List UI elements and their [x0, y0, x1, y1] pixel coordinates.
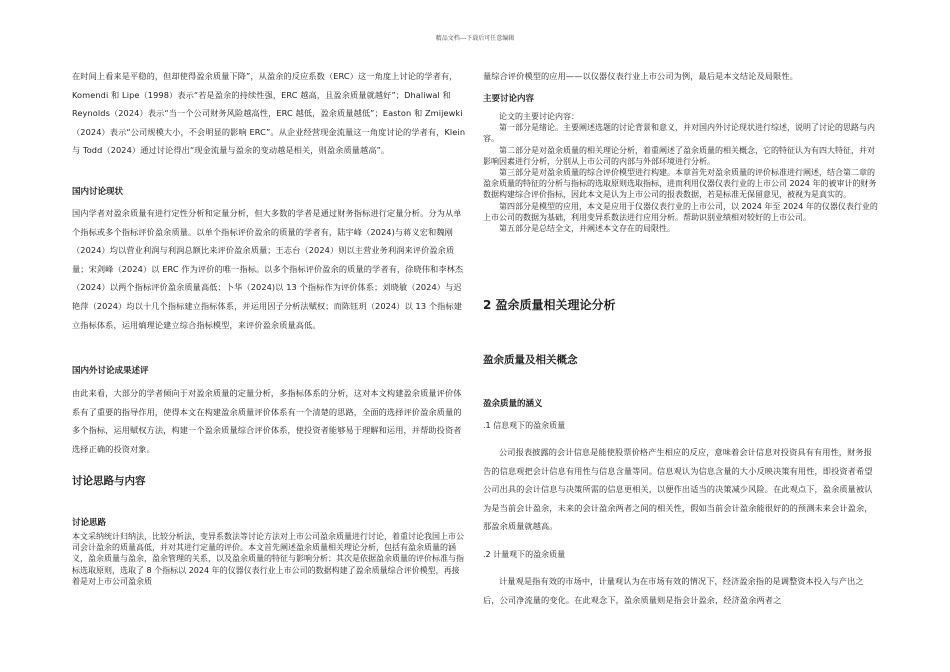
content-line: 第二部分是对盈余质量的相关理论分析，着重阐述了盈余质量的相关概念，它的特征认为有四大特征，并对影响因素进行分析，分别从上市公司的内部与外部环境进行分析。 — [483, 145, 875, 166]
continuation-paragraph: 量综合评价模型的应用——以仪器仪表行业上市公司为例，最后是本文结论及局限性。 — [483, 71, 798, 81]
heading-main-content: 主要讨论内容 — [483, 94, 535, 104]
heading-concepts: 盈余质量及相关概念 — [483, 354, 578, 366]
content-line: 第三部分是对盈余质量的综合评价模型进行构建。本章首先对盈余质量的评价标准进行阐述，结合第二章的盈余质量的特征的分析与指标的选取原则选取指标，进而利用仪器仪表行业的上市公司 2024 年的被审计的财务数据构建综合评价指标，因此本文是认为上市公司的报表数据，若是标准无保留意见，被视为是真实的。 — [483, 168, 877, 200]
left-column — [72, 67, 467, 160]
subheading-measure-view: .2 计量观下的盈余质量 — [483, 550, 566, 559]
heading-meaning: 盈余质量的涵义 — [483, 399, 543, 409]
subheading-info-view: .1 信息观下的盈余质量 — [483, 421, 566, 430]
heading-ideas: 讨论思路 — [72, 518, 107, 528]
content-line: 第四部分是模型的应用，本文是应用于仪器仪表行业的上市公司，以 2024 年至 2024 年的仪器仪表行业的上市公司的数据为基础，利用变异系数法进行应用分析。帮助识别业绩相对较好的上市公司。 — [483, 201, 878, 222]
heading-domestic: 国内讨论现状 — [72, 187, 124, 197]
content-line: 论文的主要讨论内容： — [499, 112, 579, 121]
heading-ideas-content: 讨论思路与内容 — [72, 475, 146, 487]
heading-review: 国内外讨论成果述评 — [72, 366, 149, 376]
info-view-paragraph: 公司报表披露的会计信息是能使股票价格产生相应的反应，意味着会计信息对投资具有有用性，财务报告的信息观把会计信息有用性与信息含量等同。信息观认为信息含量的大小反映决策有用性，即投资者希望公司出具的会计信息与决策所需的信息更相关，以便作出适当的决策减少风险。在此观点下，盈余质量被认为是当前会计盈余，未来的会计盈余两者之间的相关性，假如当前会计盈余能很好的的预测未来会计盈余，那盈余质量就越高。 — [483, 447, 873, 532]
intro-paragraph: 在时间上看来是平稳的，但却使得盈余质量下降”，从盈余的反应系数（ERC）这一角度上讨论的学者有，Komendi 和 Lipe（1998）表示“若是盈余的持续性强，ERC 越高，且盈余质量就越好”；Dhaliwal 和 Reynolds（2024）表示“当一个公司财务风险越高性，ERC 越低，盈余质量越低”；Easton 和 Zmijewki（2024）表示“公司规模大小，不会明显的影响 ERC”。从企业经营现金流量这一角度讨论的学者有，Klein 与 Todd（2024）通过讨论得出“现金流量与盈余的变动越是相关，则盈余质量越高”。 — [72, 71, 466, 156]
heading-chapter-2: 2 盈余质量相关理论分析 — [483, 298, 616, 312]
domestic-paragraph: 国内学者对盈余质量有进行定性分析和定量分析，但大多数的学者是通过财务指标进行定量分析。分为从单个指标或多个指标评价盈余质量。以单个指标评价盈余的质量的学者有，陆宇峰（2024)与蒋义宏和魏刚（2024）均以营业利润与利润总额比来评价盈余质量；王志台（2024）则以主营业务利润来评价盈余质量；宋剑峰（2024）以 ERC 作为评价的唯一指标。以多个指标评价盈余的质量的学者有，徐晓伟和李林杰（2024）以两个指标评价盈余质量高低；卜华（2024)以 13 个指标作为评价体系；刘晓敏（2024）与迟艳萍（2024）均以十几个指标建立指标体系，并运用因子分析法赋权；而陈钰玥（2024）以 13 个指标建立指标体系，运用熵理论建立综合指标模型，来评价盈余质量高低。 — [72, 208, 464, 330]
ideas-paragraph: 本文采纳统计归纳法，比较分析法，变异系数法等讨论方法对上市公司盈余质量进行讨论，着重讨论我国上市公司会计盈余的质量高低，并对其进行定量的评价。本文首先阐述盈余质量相关理论分析，包括有盈余质量的涵义，盈余质量与盈余，盈余管理的关系，以及盈余质量的特征与影响分析；其次是依据盈余质量的评价标准与指标选取原则，选取了 8 个指标以 2024 年的仪器仪表行业上市公司的数据构建了盈余质量综合评价模型，再接着是对上市公司盈余质 — [72, 532, 464, 586]
measure-view-paragraph: 计量观是指有效的市场中，计量观认为在市场有效的情况下，经济盈余指的是调整资本投入与产出之后，公司净流量的变化。在此观念下，盈余质量则是指会计盈余，经济盈余两者之 — [483, 576, 864, 605]
content-line: 第五部分是总结全文，并阐述本文存在的局限性。 — [499, 224, 675, 234]
content-line: 第一部分是绪论。主要阐述选题的讨论背景和意义，并对国内外讨论现状进行综述，说明了讨论的思路与内容。 — [483, 123, 875, 144]
review-paragraph: 由此来看，大部分的学者倾向于对盈余质量的定量分析，多指标体系的分析，这对本文构建盈余质量评价体系有了重要的指导作用，使得本文在构建盈余质量评价体系有一个清楚的思路，全面的选择评价盈余质量的多个指标，运用赋权方法，构建一个盈余质量综合评价体系，使投资者能够易于理解和运用，并帮助投资者选择正确的投资对象。 — [72, 388, 462, 454]
page-header: 精品文档---下载后可任意编辑 — [435, 35, 515, 42]
content-list — [483, 111, 878, 234]
